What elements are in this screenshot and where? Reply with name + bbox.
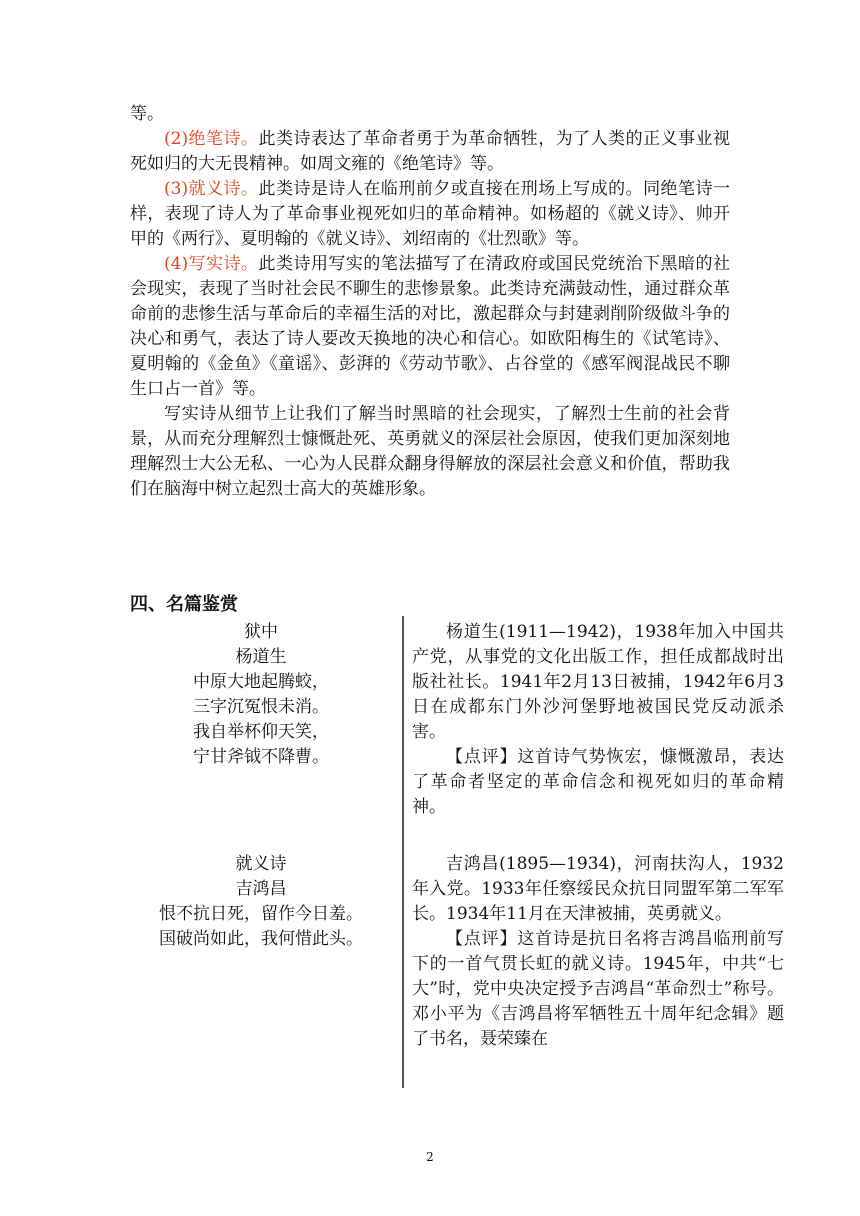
section-jue-bi — [130, 127, 730, 177]
poem-line: 国破尚如此，我何惜此头。 — [159, 929, 363, 949]
poem-line: 恨不抗日死，留作今日羞。 — [159, 904, 363, 924]
body-text — [130, 102, 730, 502]
section-label: (4)写实诗。 — [164, 254, 259, 274]
section-text: 此类诗表达了革命者勇于为革命牺牲，为了人类的正义事业视死如归的大无畏精神。如周文雍的《绝笔诗》等。 — [130, 129, 731, 174]
poem-line: 我自举杯仰天笑， — [193, 722, 329, 742]
poem-title: 狱中 — [244, 622, 278, 642]
poem-2 — [130, 852, 392, 952]
page-number: 2 — [426, 1150, 434, 1164]
section-heading: 四、名篇鉴赏 — [130, 594, 238, 615]
section-label: (2)绝笔诗。 — [164, 129, 259, 149]
poem-review: 【点评】这首诗气势恢宏，慷慨激昂，表达了革命者坚定的革命信念和视死如归的革命精神。 — [412, 747, 784, 817]
section-jiu-yi — [130, 177, 730, 252]
section-label: (3)就义诗。 — [164, 179, 259, 199]
poem-line: 宁甘斧钺不降曹。 — [193, 747, 329, 767]
poem-line: 中原大地起腾蛟， — [193, 672, 329, 692]
section-text: 此类诗用写实的笔法描写了在清政府或国民党统治下黑暗的社会现实，表现了当时社会民不聊生的悲惨景象。此类诗充满鼓动性，通过群众革命前的悲惨生活与革命后的幸福生活的对比，激起群众与封建剥削阶级做斗争的决心和勇气，表达了诗人要改天换地的决心和信心。如欧阳梅生的《试笔诗》、夏明翰的《金鱼》《童谣》、彭湃的《劳动节歌》、占谷堂的《感军阀混战民不聊生口占一首》等。 — [130, 254, 731, 399]
intro-tail: 等。 — [130, 104, 164, 124]
column-divider — [402, 616, 404, 1088]
poem-title: 就义诗 — [235, 854, 287, 874]
summary-paragraph: 写实诗从细节上让我们了解当时黑暗的社会现实，了解烈士生前的社会背景，从而充分理解烈士慷慨赴死、英勇就义的深层社会原因，使我们更加深刻地理解烈士大公无私、一心为人民群众翻身得解放的深层社会意义和价值，帮助我们在脑海中树立起烈士高大的英雄形象。 — [130, 404, 730, 499]
poem-1 — [130, 620, 392, 770]
poet-bio: 杨道生(1911—1942)，1938年加入中国共产党，从事党的文化出版工作，担任成都战时出版社社长。1941年2月13日被捕，1942年6月3日在成都东门外沙河堡野地被国民党反动派杀害。 — [412, 622, 784, 742]
poem-review: 【点评】这首诗是抗日名将吉鸿昌临刑前写下的一首气贯长虹的就义诗。1945年，中共“七大”时，党中央决定授予吉鸿昌“革命烈士”称号。邓小平为《吉鸿昌将军牺牲五十周年纪念辑》题了书名，聂荣臻在 — [412, 929, 784, 1049]
poem-1-commentary — [412, 620, 784, 820]
section-text: 此类诗是诗人在临刑前夕或直接在刑场上写成的。同绝笔诗一样，表现了诗人为了革命事业视死如归的革命精神。如杨超的《就义诗》、帅开甲的《两行》、夏明翰的《就义诗》、刘绍南的《壮烈歌》等。 — [130, 179, 731, 249]
poem-line: 三字沉冤恨未消。 — [193, 697, 329, 717]
poem-2-commentary — [412, 852, 784, 1052]
poet-bio: 吉鸿昌(1895—1934)，河南扶沟人，1932年入党。1933年任察绥民众抗日同盟军第二军军长。1934年11月在天津被捕，英勇就义。 — [412, 854, 784, 924]
poem-author: 杨道生 — [235, 647, 287, 667]
poem-author: 吉鸿昌 — [235, 879, 287, 899]
section-xie-shi — [130, 252, 730, 402]
